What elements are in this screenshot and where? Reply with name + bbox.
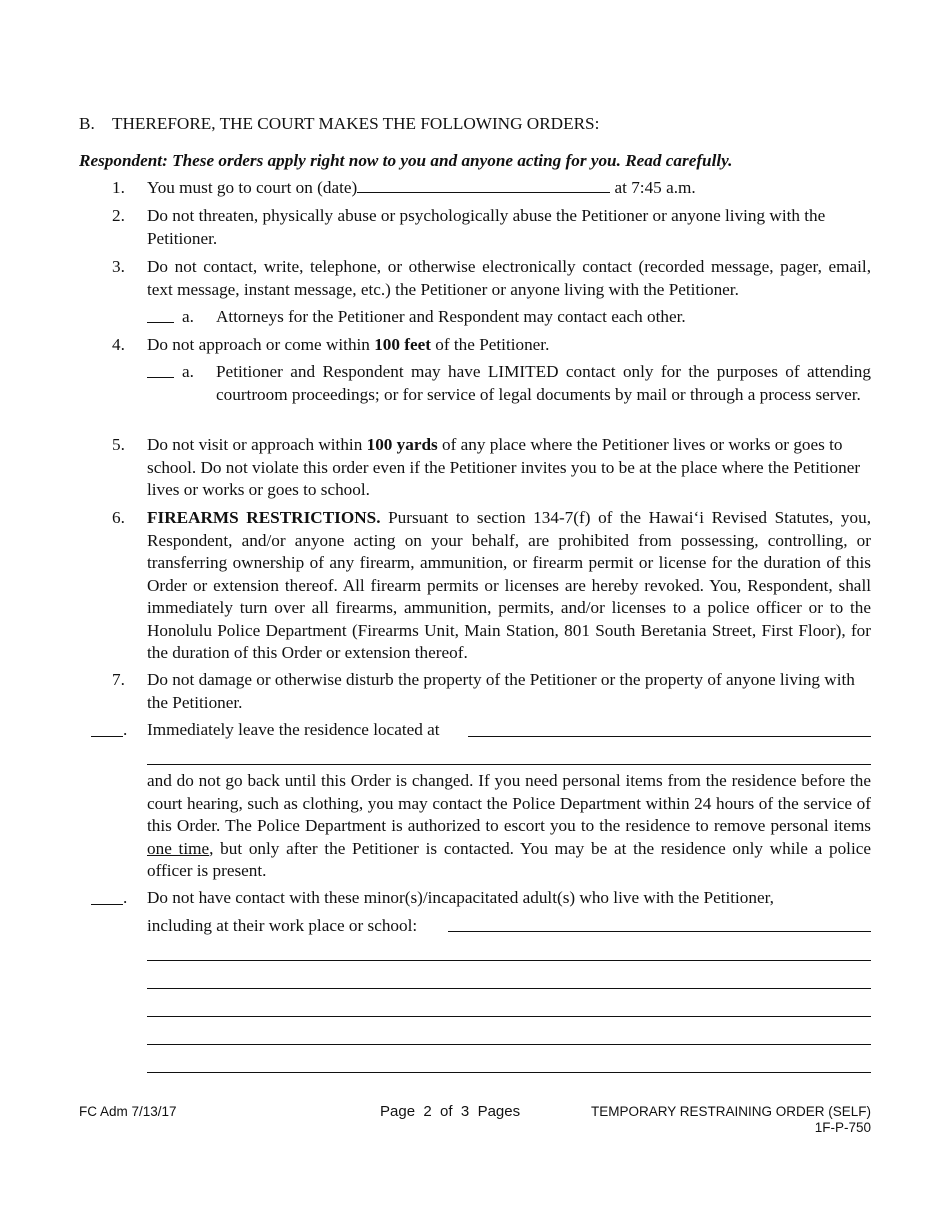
order-4-text — [147, 334, 871, 357]
leave-residence-text: Immediately leave the residence located at — [147, 720, 440, 739]
leave-residence-number: . — [123, 720, 128, 739]
minors-checkbox-line[interactable] — [91, 904, 123, 905]
order-5-post: of any place where the Petitioner lives or works or goes to school. Do not violate this order even if the Petitioner invites you to be at the place where the Petitioner lives or works or goes to school. — [147, 435, 861, 499]
order-1-pre: You must go to court on (date) — [147, 178, 358, 197]
leave-residence-checkbox-line[interactable] — [91, 736, 123, 737]
order-5-number: 5. — [112, 435, 125, 454]
residence-address-line-1[interactable] — [468, 736, 871, 737]
document-title-block — [560, 1104, 871, 1136]
order-3a-text: Attorneys for the Petitioner and Respondent may contact each other. — [216, 307, 686, 326]
order-5-distance: 100 yards — [366, 435, 438, 454]
order-1-number: 1. — [112, 178, 125, 197]
minors-name-line-6[interactable] — [147, 1072, 871, 1073]
order-5-text — [147, 434, 871, 502]
form-id: FC Adm 7/13/17 — [79, 1104, 177, 1119]
leave-cont-pre: and do not go back until this Order is changed. If you need personal items from the residence before the court hearing, such as clothing, you may contact the Police Department within 24 hours of the service of this Order. The Police Department is authorized to escort you to the residence to remove personal items — [147, 771, 871, 835]
order-6-number: 6. — [112, 508, 125, 527]
order-4a-letter: a. — [182, 362, 194, 381]
order-4a-text: Petitioner and Respondent may have LIMITED contact only for the purposes of attending courtroom proceedings; or for service of legal documents by mail or through a process server. — [216, 362, 871, 404]
order-4-post: of the Petitioner. — [431, 335, 550, 354]
order-3-number: 3. — [112, 257, 125, 276]
residence-address-line-2[interactable] — [147, 764, 871, 765]
respondent-intro: Respondent: These orders apply right now to you and anyone acting for you. Read carefully. — [79, 151, 733, 170]
order-7-number: 7. — [112, 670, 125, 689]
minors-name-line-3[interactable] — [147, 988, 871, 989]
minors-name-line-4[interactable] — [147, 1016, 871, 1017]
order-2-number: 2. — [112, 206, 125, 225]
order-3a-checkbox-line[interactable] — [147, 322, 174, 323]
order-1-post: at 7:45 a.m. — [610, 178, 696, 197]
order-6-text — [147, 507, 871, 665]
order-5-pre: Do not visit or approach within — [147, 435, 367, 454]
document-title: TEMPORARY RESTRAINING ORDER (SELF) — [590, 1104, 871, 1119]
leave-residence-continuation — [147, 770, 871, 883]
page-number: Page 2 of 3 Pages — [380, 1103, 521, 1120]
section-heading-text: THEREFORE, THE COURT MAKES THE FOLLOWING ORDERS: — [112, 114, 600, 133]
order-2-text: Do not threaten, physically abuse or psychologically abuse the Petitioner or anyone living with the Petitioner. — [147, 206, 826, 248]
section-letter: B. — [79, 114, 95, 133]
minors-text: Do not have contact with these minor(s)/incapacitated adult(s) who live with the Petitioner, — [147, 888, 774, 907]
minors-number: . — [123, 888, 128, 907]
firearms-heading: FIREARMS RESTRICTIONS. — [147, 508, 381, 527]
order-7-text: Do not damage or otherwise disturb the property of the Petitioner or the property of anyone living with the Petitioner. — [147, 670, 855, 712]
court-date-blank[interactable] — [357, 178, 610, 193]
leave-cont-underlined: one time — [147, 838, 210, 858]
minors-name-line-1[interactable] — [448, 931, 871, 932]
firearms-body: Pursuant to section 134-7(f) of the Hawai‘i Revised Statutes, you, Respondent, and/or anyone acting on your behalf, are prohibited from possessing, controlling, or transferring ownership of any firearm, ammunition, or firearm permit or license for the duration of this Order or extension thereof. All firearm permits or licenses are hereby revoked. You, Respondent, shall immediately turn over all firearms, ammunition, permits, and/or licenses to a police officer or to the Honolulu Police Department (Firearms Unit, Main Station, 801 South Beretania Street, First Floor), for the duration of this Order or extension thereof. — [147, 508, 872, 662]
order-4-pre: Do not approach or come within — [147, 335, 375, 354]
minors-name-line-5[interactable] — [147, 1044, 871, 1045]
leave-cont-post: , but only after the Petitioner is contacted. You may be at the residence only while a police officer is present. — [147, 838, 871, 880]
order-4-number: 4. — [112, 335, 125, 354]
order-4-distance: 100 feet — [374, 335, 431, 354]
order-4a-checkbox-line[interactable] — [147, 377, 174, 378]
section-heading — [79, 113, 599, 136]
document-code: 1F-P-750 — [814, 1120, 871, 1135]
order-3a-letter: a. — [182, 307, 194, 326]
minors-name-line-2[interactable] — [147, 960, 871, 961]
order-1-text — [147, 177, 871, 200]
order-3-text: Do not contact, write, telephone, or otherwise electronically contact (recorded message, pager, email, text message, instant message, etc.) the Petitioner or anyone living with the Petitioner. — [147, 257, 871, 299]
minors-text-2: including at their work place or school: — [147, 916, 418, 935]
